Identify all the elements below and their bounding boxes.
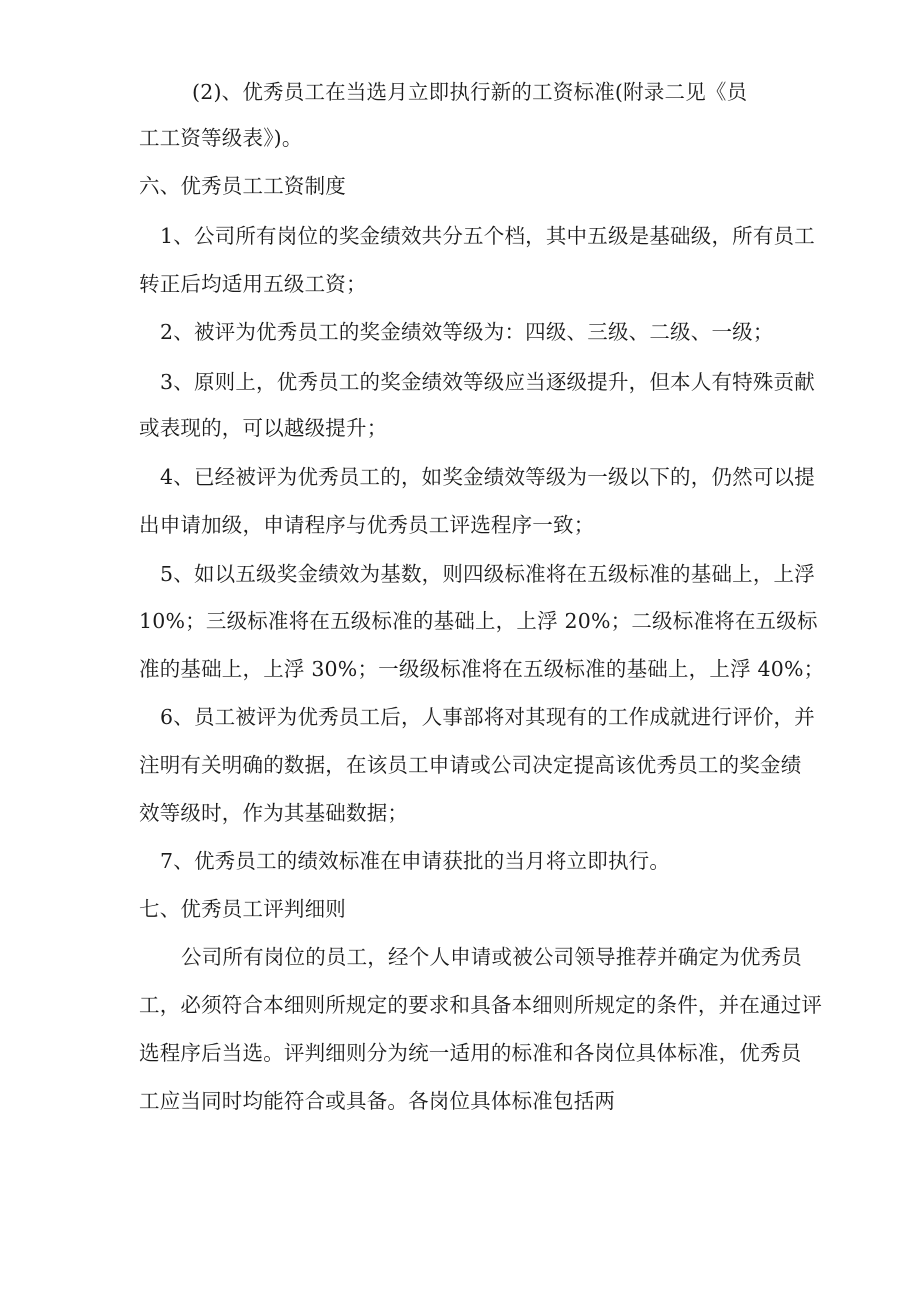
text-line-20: 工，必须符合本细则所规定的要求和具备本细则所规定的条件，并在通过评 (139, 993, 823, 1017)
text-line-22: 工应当同时均能符合或具备。各岗位具体标准包括两 (139, 1089, 616, 1113)
text-line-9: 4、已经被评为优秀员工的，如奖金绩效等级为一级以下的，仍然可以提 (160, 465, 815, 489)
text-line-17: 7、优秀员工的绩效标准在申请获批的当月将立即执行。 (160, 849, 671, 873)
text-line-12: 10%；三级标准将在五级标准的基础上，上浮 20%；二级标准将在五级标 (139, 609, 818, 633)
text-line-16: 效等级时，作为其基础数据； (139, 801, 409, 825)
text-line-2: 工工资等级表》)。 (139, 126, 303, 150)
section-heading-6: 六、优秀员工工资制度 (139, 174, 346, 198)
text-line-5: 转正后均适用五级工资； (139, 272, 367, 296)
text-line-1: (2)、优秀员工在当选月立即执行新的工资标准(附录二见《员 (192, 80, 748, 104)
text-line-19: 公司所有岗位的员工，经个人申请或被公司领导推荐并确定为优秀员 (181, 945, 802, 969)
text-line-11: 5、如以五级奖金绩效为基数，则四级标准将在五级标准的基础上，上浮 (160, 562, 815, 586)
text-line-15: 注明有关明确的数据，在该员工申请或公司决定提高该优秀员工的奖金绩 (139, 753, 802, 777)
text-line-8: 或表现的，可以越级提升； (139, 416, 388, 440)
text-line-14: 6、员工被评为优秀员工后，人事部将对其现有的工作成就进行评价，并 (160, 705, 815, 729)
text-line-6: 2、被评为优秀员工的奖金绩效等级为：四级、三级、二级、一级； (160, 320, 774, 344)
text-line-21: 选程序后当选。评判细则分为统一适用的标准和各岗位具体标准，优秀员 (139, 1041, 802, 1065)
text-line-7: 3、原则上，优秀员工的奖金绩效等级应当逐级提升，但本人有特殊贡献 (160, 370, 815, 394)
text-line-4: 1、公司所有岗位的奖金绩效共分五个档，其中五级是基础级，所有员工 (160, 224, 815, 248)
text-line-10: 出申请加级，申请程序与优秀员工评选程序一致； (139, 513, 595, 537)
section-heading-7: 七、优秀员工评判细则 (139, 897, 346, 921)
text-line-13: 准的基础上，上浮 30%；一级级标准将在五级标准的基础上，上浮 40%； (139, 657, 825, 681)
